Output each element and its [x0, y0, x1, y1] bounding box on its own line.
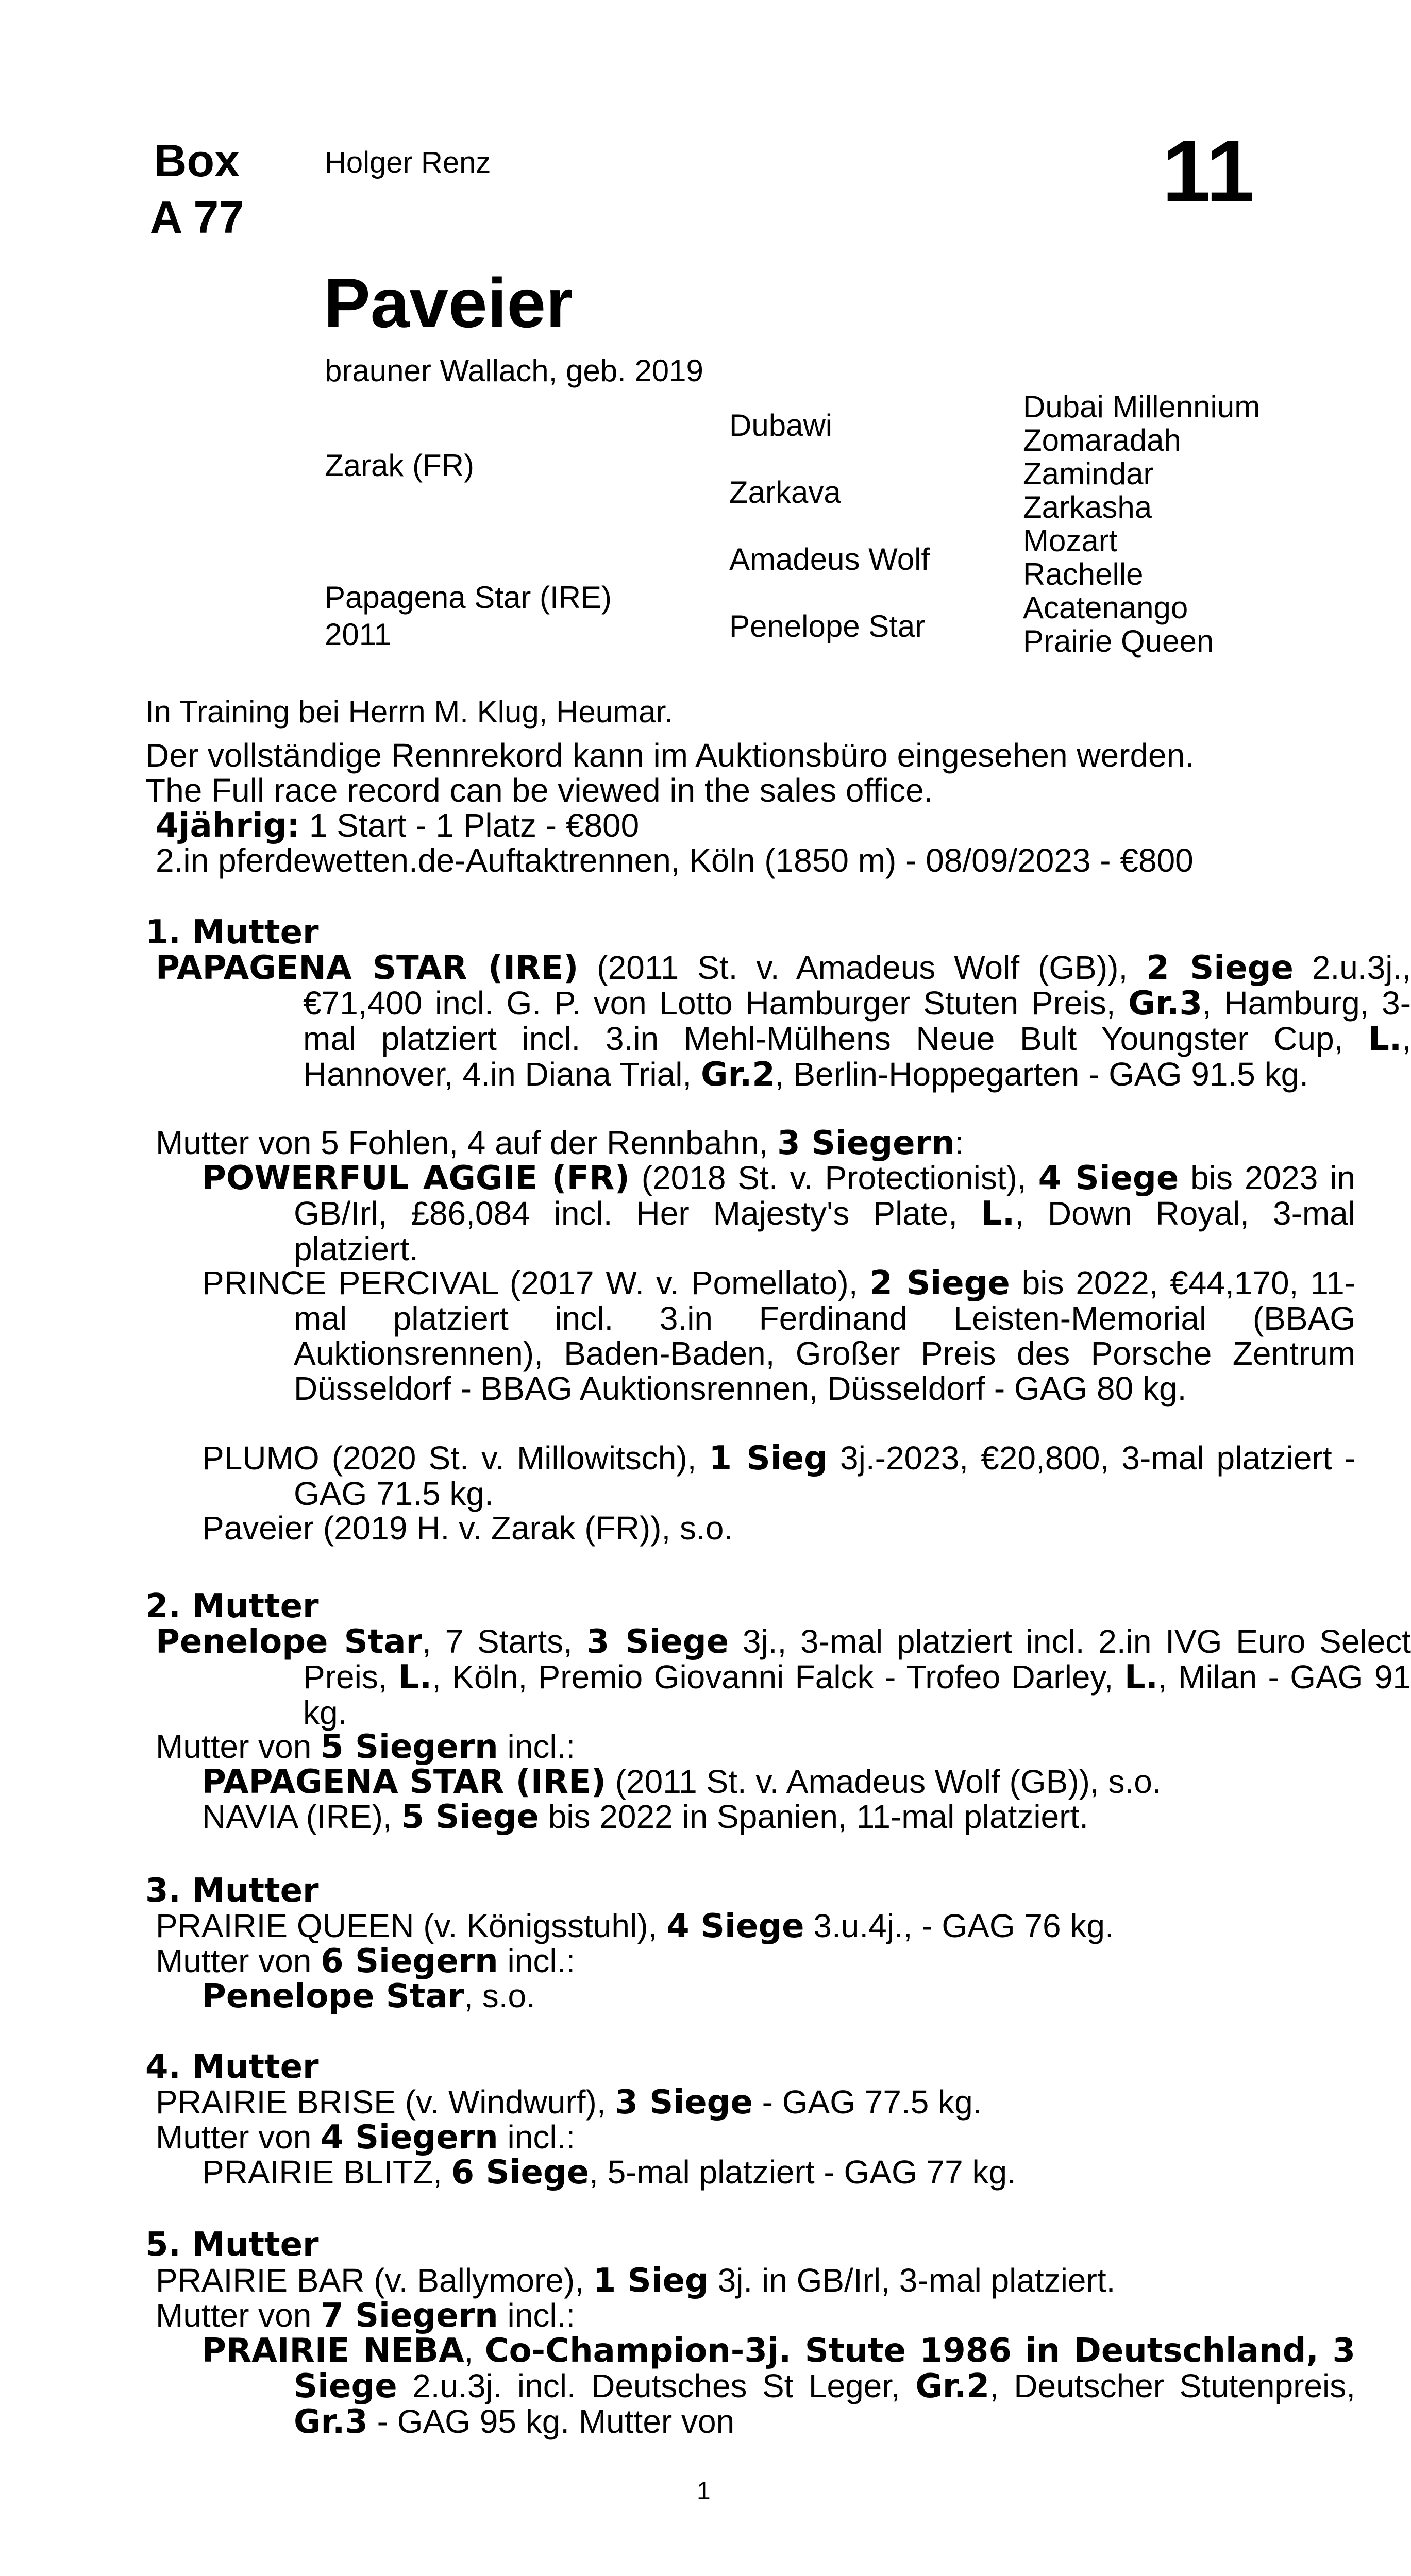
winners: 5 Siegern [321, 1728, 498, 1766]
text: Mutter von [156, 2119, 321, 2156]
wins: 6 Siege [451, 2154, 590, 2192]
wins: 4 Siege [1038, 1159, 1179, 1197]
text: PRAIRIE BAR (v. Ballymore), [156, 2262, 593, 2299]
wins: 2 Siege [869, 1264, 1010, 1302]
dam1-record [156, 950, 1411, 1092]
dam1-foal-3 [202, 1440, 1355, 1511]
text: incl.: [498, 2119, 576, 2156]
dam5-produce-summary [156, 2298, 575, 2333]
dam3-record [156, 1908, 1114, 1944]
text: bis 2022 in Spanien, 11-mal platziert. [539, 1798, 1088, 1835]
dam3-heading: 3. Mutter [145, 1872, 319, 1910]
dam1-name: PAPAGENA STAR (IRE) [156, 949, 579, 987]
training-info: In Training bei Herrn M. Klug, Heumar. [145, 694, 673, 729]
horse-name: Paveier [324, 264, 573, 342]
foal-name: PRAIRIE NEBA [202, 2332, 464, 2370]
box-number: A 77 [149, 192, 244, 243]
race-age-label: 4jährig: [156, 807, 300, 845]
winners: 7 Siegern [321, 2297, 498, 2335]
page-number: 1 [697, 2478, 711, 2505]
text: bis 2023 in GB/Irl, £86,084 incl. Her Majesty's Plate, [294, 1159, 1356, 1232]
race-placing: 2.in pferdewetten.de-Auftaktrennen, Köln (1850 m) - 08/09/2023 - €800 [156, 842, 1194, 879]
text: - GAG 77.5 kg. [752, 2083, 982, 2121]
text: Mutter von [156, 2297, 321, 2334]
text: incl.: [498, 1728, 576, 1765]
pedigree-dam-sire: Amadeus Wolf [729, 542, 930, 577]
pedigree-sire-sire: Dubawi [729, 408, 833, 443]
dam2-foal-1 [202, 1764, 1162, 1800]
text: 3j., 3-mal platziert incl. 2.in IVG Euro Select Preis, [303, 1623, 1411, 1696]
listed: L. [1368, 1020, 1402, 1058]
champion-title: Co-Champion-3j. Stute 1986 in Deutschland, 3 Siege [294, 2332, 1356, 2405]
text: , Köln, Premio Giovanni Falck - Trofeo Darley, [432, 1658, 1124, 1696]
text: PRAIRIE QUEEN (v. Königsstuhl), [156, 1907, 667, 1944]
record-note-de: Der vollständige Rennrekord kann im Auktionsbüro eingesehen werden. [145, 737, 1194, 774]
dam2-heading: 2. Mutter [145, 1587, 319, 1625]
lot-number: 11 [1162, 123, 1255, 221]
dam2-produce-summary [156, 1729, 575, 1765]
dam4-produce-summary [156, 2120, 575, 2155]
pedigree-ggen: Dubai Millennium [1023, 389, 1261, 424]
text: 2.u.3j., €71,400 incl. G. P. von Lotto Hamburger Stuten Preis, [303, 949, 1411, 1022]
pedigree-ggen: Zarkasha [1023, 490, 1152, 524]
grade: Gr.2 [915, 2367, 990, 2405]
text: , s.o. [464, 1977, 535, 2014]
consignor-name: Holger Renz [325, 146, 491, 179]
text: , Berlin-Hoppegarten - GAG 91.5 kg. [775, 1056, 1308, 1093]
foal-name: PAPAGENA STAR (IRE) [202, 1763, 606, 1801]
foal-name: Penelope Star [202, 1977, 464, 2015]
wins: 3 Siege [615, 2083, 753, 2122]
dam2-name: Penelope Star [156, 1623, 423, 1661]
text: (2011 St. v. Amadeus Wolf (GB)), [578, 949, 1147, 986]
dam5-record [156, 2263, 1115, 2298]
text: - GAG 95 kg. Mutter von [367, 2403, 735, 2440]
text: (2011 St. v. Amadeus Wolf (GB)), s.o. [606, 1763, 1162, 1800]
text: Mutter von [156, 1728, 321, 1765]
horse-description: brauner Wallach, geb. 2019 [325, 353, 703, 388]
wins: 1 Sieg [709, 1439, 828, 1478]
pedigree-dam-dam: Penelope Star [729, 609, 926, 643]
pedigree-ggen: Prairie Queen [1023, 624, 1214, 658]
text: : [954, 1124, 964, 1161]
dam1-produce-summary [156, 1125, 964, 1161]
pedigree-ggen: Zamindar [1023, 456, 1154, 491]
text: , 7 Starts, [422, 1623, 586, 1660]
text: Mutter von [156, 1942, 321, 1979]
pedigree-ggen: Acatenango [1023, 590, 1188, 625]
text: bis 2022, €44,170, 11-mal platziert incl. 3.in Ferdinand Leisten-Memorial (BBAG Auktionsrennen), Baden-Baden, Großer Preis des Porsche Zentrum Düsseldorf - BBAG Auktionsrennen, Düsseldorf - GAG 80 kg. [294, 1264, 1356, 1407]
text: NAVIA (IRE), [202, 1798, 401, 1835]
grade: Gr.3 [294, 2403, 368, 2441]
dam1-heading: 1. Mutter [145, 913, 319, 952]
wins: 5 Siege [401, 1798, 539, 1836]
text: , Milan - GAG 91 kg. [303, 1658, 1411, 1731]
text: PLUMO (2020 St. v. Millowitsch), [202, 1439, 709, 1477]
dam4-foal-1 [202, 2155, 1016, 2190]
listed: L. [398, 1658, 432, 1697]
grade: Gr.2 [700, 1056, 775, 1094]
record-note-en: The Full race record can be viewed in the sales office. [145, 772, 933, 809]
dam5-heading: 5. Mutter [145, 2226, 319, 2264]
dam3-foal-1 [202, 1978, 535, 2014]
dam2-foal-2 [202, 1799, 1088, 1835]
dam1-foal-1 [202, 1160, 1355, 1266]
text: incl.: [498, 2297, 576, 2334]
dam3-produce-summary [156, 1943, 575, 1979]
dam1-foal-4: Paveier (2019 H. v. Zarak (FR)), s.o. [202, 1510, 733, 1547]
foal-name: POWERFUL AGGIE (FR) [202, 1159, 630, 1197]
text: , Deutscher Stutenpreis, [989, 2367, 1356, 2404]
pedigree-ggen: Mozart [1023, 523, 1118, 558]
text: PRINCE PERCIVAL (2017 W. v. Pomellato), [202, 1264, 870, 1301]
text: 3j.-2023, €20,800, 3-mal platziert - GAG 71.5 kg. [294, 1439, 1356, 1512]
winners: 3 Siegern [777, 1124, 955, 1162]
dam4-heading: 4. Mutter [145, 2048, 319, 2086]
text: PRAIRIE BLITZ, [202, 2154, 451, 2191]
grade: Gr.3 [1128, 985, 1202, 1023]
pedigree-dam-year: 2011 [325, 617, 392, 652]
dam4-record [156, 2084, 982, 2120]
text: 3.u.4j., - GAG 76 kg. [804, 1907, 1114, 1944]
pedigree-ggen: Rachelle [1023, 557, 1144, 591]
dam5-foal-1 [202, 2333, 1355, 2439]
pedigree-sire-dam: Zarkava [729, 475, 841, 510]
listed: L. [981, 1195, 1015, 1233]
dam1-foal-2 [202, 1265, 1355, 1406]
text: (2018 St. v. Protectionist), [629, 1159, 1038, 1196]
text: , 5-mal platziert - GAG 77 kg. [589, 2154, 1016, 2191]
listed: L. [1124, 1658, 1158, 1697]
text: , [464, 2332, 485, 2369]
winners: 6 Siegern [321, 1942, 498, 1980]
wins: 4 Siege [666, 1907, 804, 1945]
dam2-record [156, 1624, 1411, 1730]
race-age-summary: 1 Start - 1 Platz - €800 [300, 807, 640, 844]
wins: 2 Siege [1146, 949, 1294, 987]
winners: 4 Siegern [321, 2119, 498, 2157]
text: , Hamburg, 3-mal platziert incl. 3.in Mehl-Mülhens Neue Bult Youngster Cup, [303, 985, 1411, 1057]
text: PRAIRIE BRISE (v. Windwurf), [156, 2083, 615, 2121]
wins: 1 Sieg [593, 2262, 709, 2300]
text: incl.: [498, 1942, 576, 1979]
text: 3j. in GB/Irl, 3-mal platziert. [708, 2262, 1116, 2299]
text: , Hannover, 4.in Diana Trial, [303, 1020, 1411, 1093]
text: , Down Royal, 3-mal platziert. [294, 1195, 1356, 1267]
pedigree-dam: Papagena Star (IRE) [325, 580, 612, 615]
pedigree-sire: Zarak (FR) [325, 448, 474, 483]
text: 2.u.3j. incl. Deutsches St Leger, [397, 2367, 916, 2404]
box-label: Box [154, 135, 240, 186]
race-summary [156, 808, 639, 843]
text: Mutter von 5 Fohlen, 4 auf der Rennbahn, [156, 1124, 778, 1161]
pedigree-ggen: Zomaradah [1023, 423, 1181, 457]
wins: 3 Siege [586, 1623, 729, 1661]
